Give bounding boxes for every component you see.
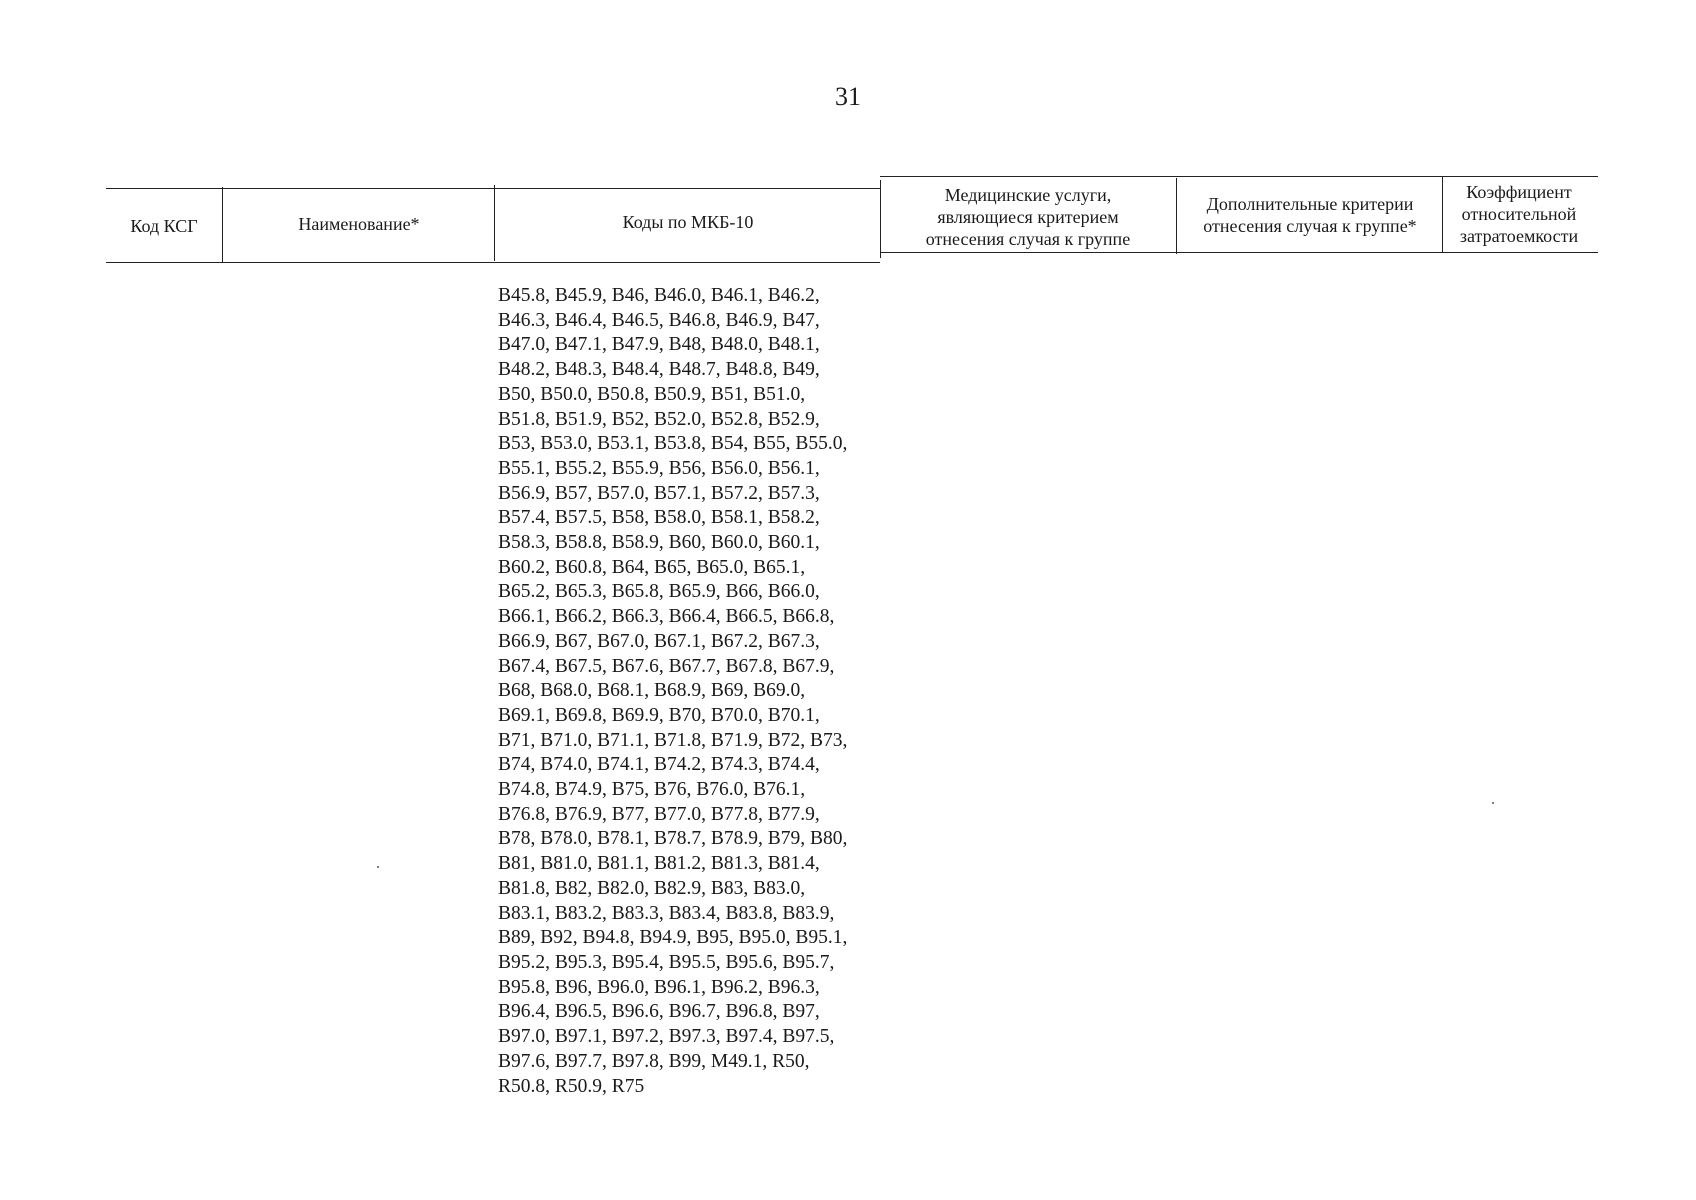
icd10-codes-line: B95.2, B95.3, B95.4, B95.5, B95.6, B95.7, — [498, 951, 835, 973]
icd10-codes-line: B81, B81.0, B81.1, B81.2, B81.3, B81.4, — [498, 853, 820, 875]
icd10-codes-line: B56.9, B57, B57.0, B57.1, B57.2, B57.3, — [498, 482, 820, 504]
icd10-codes-line: B96.4, B96.5, B96.6, B96.7, B96.8, B97, — [498, 1001, 820, 1023]
icd10-codes-line: B69.1, B69.8, B69.9, B70, B70.0, B70.1, — [498, 704, 820, 726]
header-cost-coefficient: Коэффициент относительной затратоемкости — [1459, 182, 1579, 246]
icd10-codes-line: B50, B50.0, B50.8, B50.9, B51, B51.0, — [498, 383, 806, 405]
icd10-codes-line: B47.0, B47.1, B47.9, B48, B48.0, B48.1, — [498, 334, 820, 356]
icd10-codes-line: B57.4, B57.5, B58, B58.0, B58.1, B58.2, — [498, 507, 820, 529]
icd10-codes-line: B83.1, B83.2, B83.3, B83.4, B83.8, B83.9, — [498, 902, 835, 924]
icd10-codes-line: B58.3, B58.8, B58.9, B60, B60.0, B60.1, — [498, 532, 820, 554]
icd10-codes-line: B68, B68.0, B68.1, B68.9, B69, B69.0, — [498, 680, 806, 702]
icd10-codes-line: B76.8, B76.9, B77, B77.0, B77.8, B77.9, — [498, 803, 820, 825]
icd10-codes-line: B66.1, B66.2, B66.3, B66.4, B66.5, B66.8, — [498, 606, 835, 628]
icd10-codes-line: B46.3, B46.4, B46.5, B46.8, B46.9, B47, — [498, 309, 820, 331]
icd10-codes-line: B81.8, B82, B82.0, B82.9, B83, B83.0, — [498, 877, 806, 899]
icd10-codes-line: B97.0, B97.1, B97.2, B97.3, B97.4, B97.5, — [498, 1026, 835, 1048]
scan-speck — [377, 866, 379, 868]
column-divider — [1442, 176, 1443, 252]
column-divider — [880, 180, 881, 258]
icd10-codes-line: B51.8, B51.9, B52, B52.0, B52.8, B52.9, — [498, 408, 820, 430]
icd10-codes-line: B89, B92, B94.8, B94.9, B95, B95.0, B95.1, — [498, 927, 848, 949]
icd10-codes-line: B78, B78.0, B78.1, B78.7, B78.9, B79, B80, — [498, 828, 848, 850]
header-icd10-codes: Коды по МКБ-10 — [622, 212, 754, 232]
icd10-codes-line: B97.6, B97.7, B97.8, B99, M49.1, R50, — [498, 1050, 810, 1072]
scan-speck — [1492, 802, 1494, 804]
column-divider — [222, 187, 223, 263]
page-number: 31 — [835, 82, 861, 111]
icd10-codes-line: B71, B71.0, B71.1, B71.8, B71.9, B72, B73, — [498, 729, 848, 751]
icd10-codes-line: B65.2, B65.3, B65.8, B65.9, B66, B66.0, — [498, 581, 820, 603]
icd10-codes-line: R50.8, R50.9, R75 — [498, 1075, 645, 1097]
column-divider — [494, 185, 495, 261]
header-ksg-code: Код КСГ — [130, 216, 198, 236]
icd10-codes-line: B53, B53.0, B53.1, B53.8, B54, B55, B55.0, — [498, 433, 848, 455]
icd10-codes-line: B55.1, B55.2, B55.9, B56, B56.0, B56.1, — [498, 457, 820, 479]
icd10-codes-line: B74, B74.0, B74.1, B74.2, B74.3, B74.4, — [498, 754, 820, 776]
header-additional-criteria: Дополнительные критерии отнесения случая к группе* — [1203, 194, 1417, 236]
header-medical-services: Медицинские услуги, являющиеся критерием отнесения случая к группе — [925, 185, 1131, 249]
icd10-codes-line: B48.2, B48.3, B48.4, B48.7, B48.8, B49, — [498, 359, 820, 381]
header-name: Наименование* — [298, 214, 420, 234]
icd10-codes-line: B74.8, B74.9, B75, B76, B76.0, B76.1, — [498, 779, 806, 801]
icd10-codes-line: B60.2, B60.8, B64, B65, B65.0, B65.1, — [498, 556, 806, 578]
icd10-codes-line: B66.9, B67, B67.0, B67.1, B67.2, B67.3, — [498, 630, 820, 652]
icd10-codes-line: B45.8, B45.9, B46, B46.0, B46.1, B46.2, — [498, 285, 820, 306]
icd10-codes-line: B67.4, B67.5, B67.6, B67.7, B67.8, B67.9, — [498, 655, 835, 677]
column-divider — [1176, 178, 1177, 254]
icd10-codes-line: B95.8, B96, B96.0, B96.1, B96.2, B96.3, — [498, 976, 820, 998]
icd10-codes-list — [498, 284, 847, 1099]
